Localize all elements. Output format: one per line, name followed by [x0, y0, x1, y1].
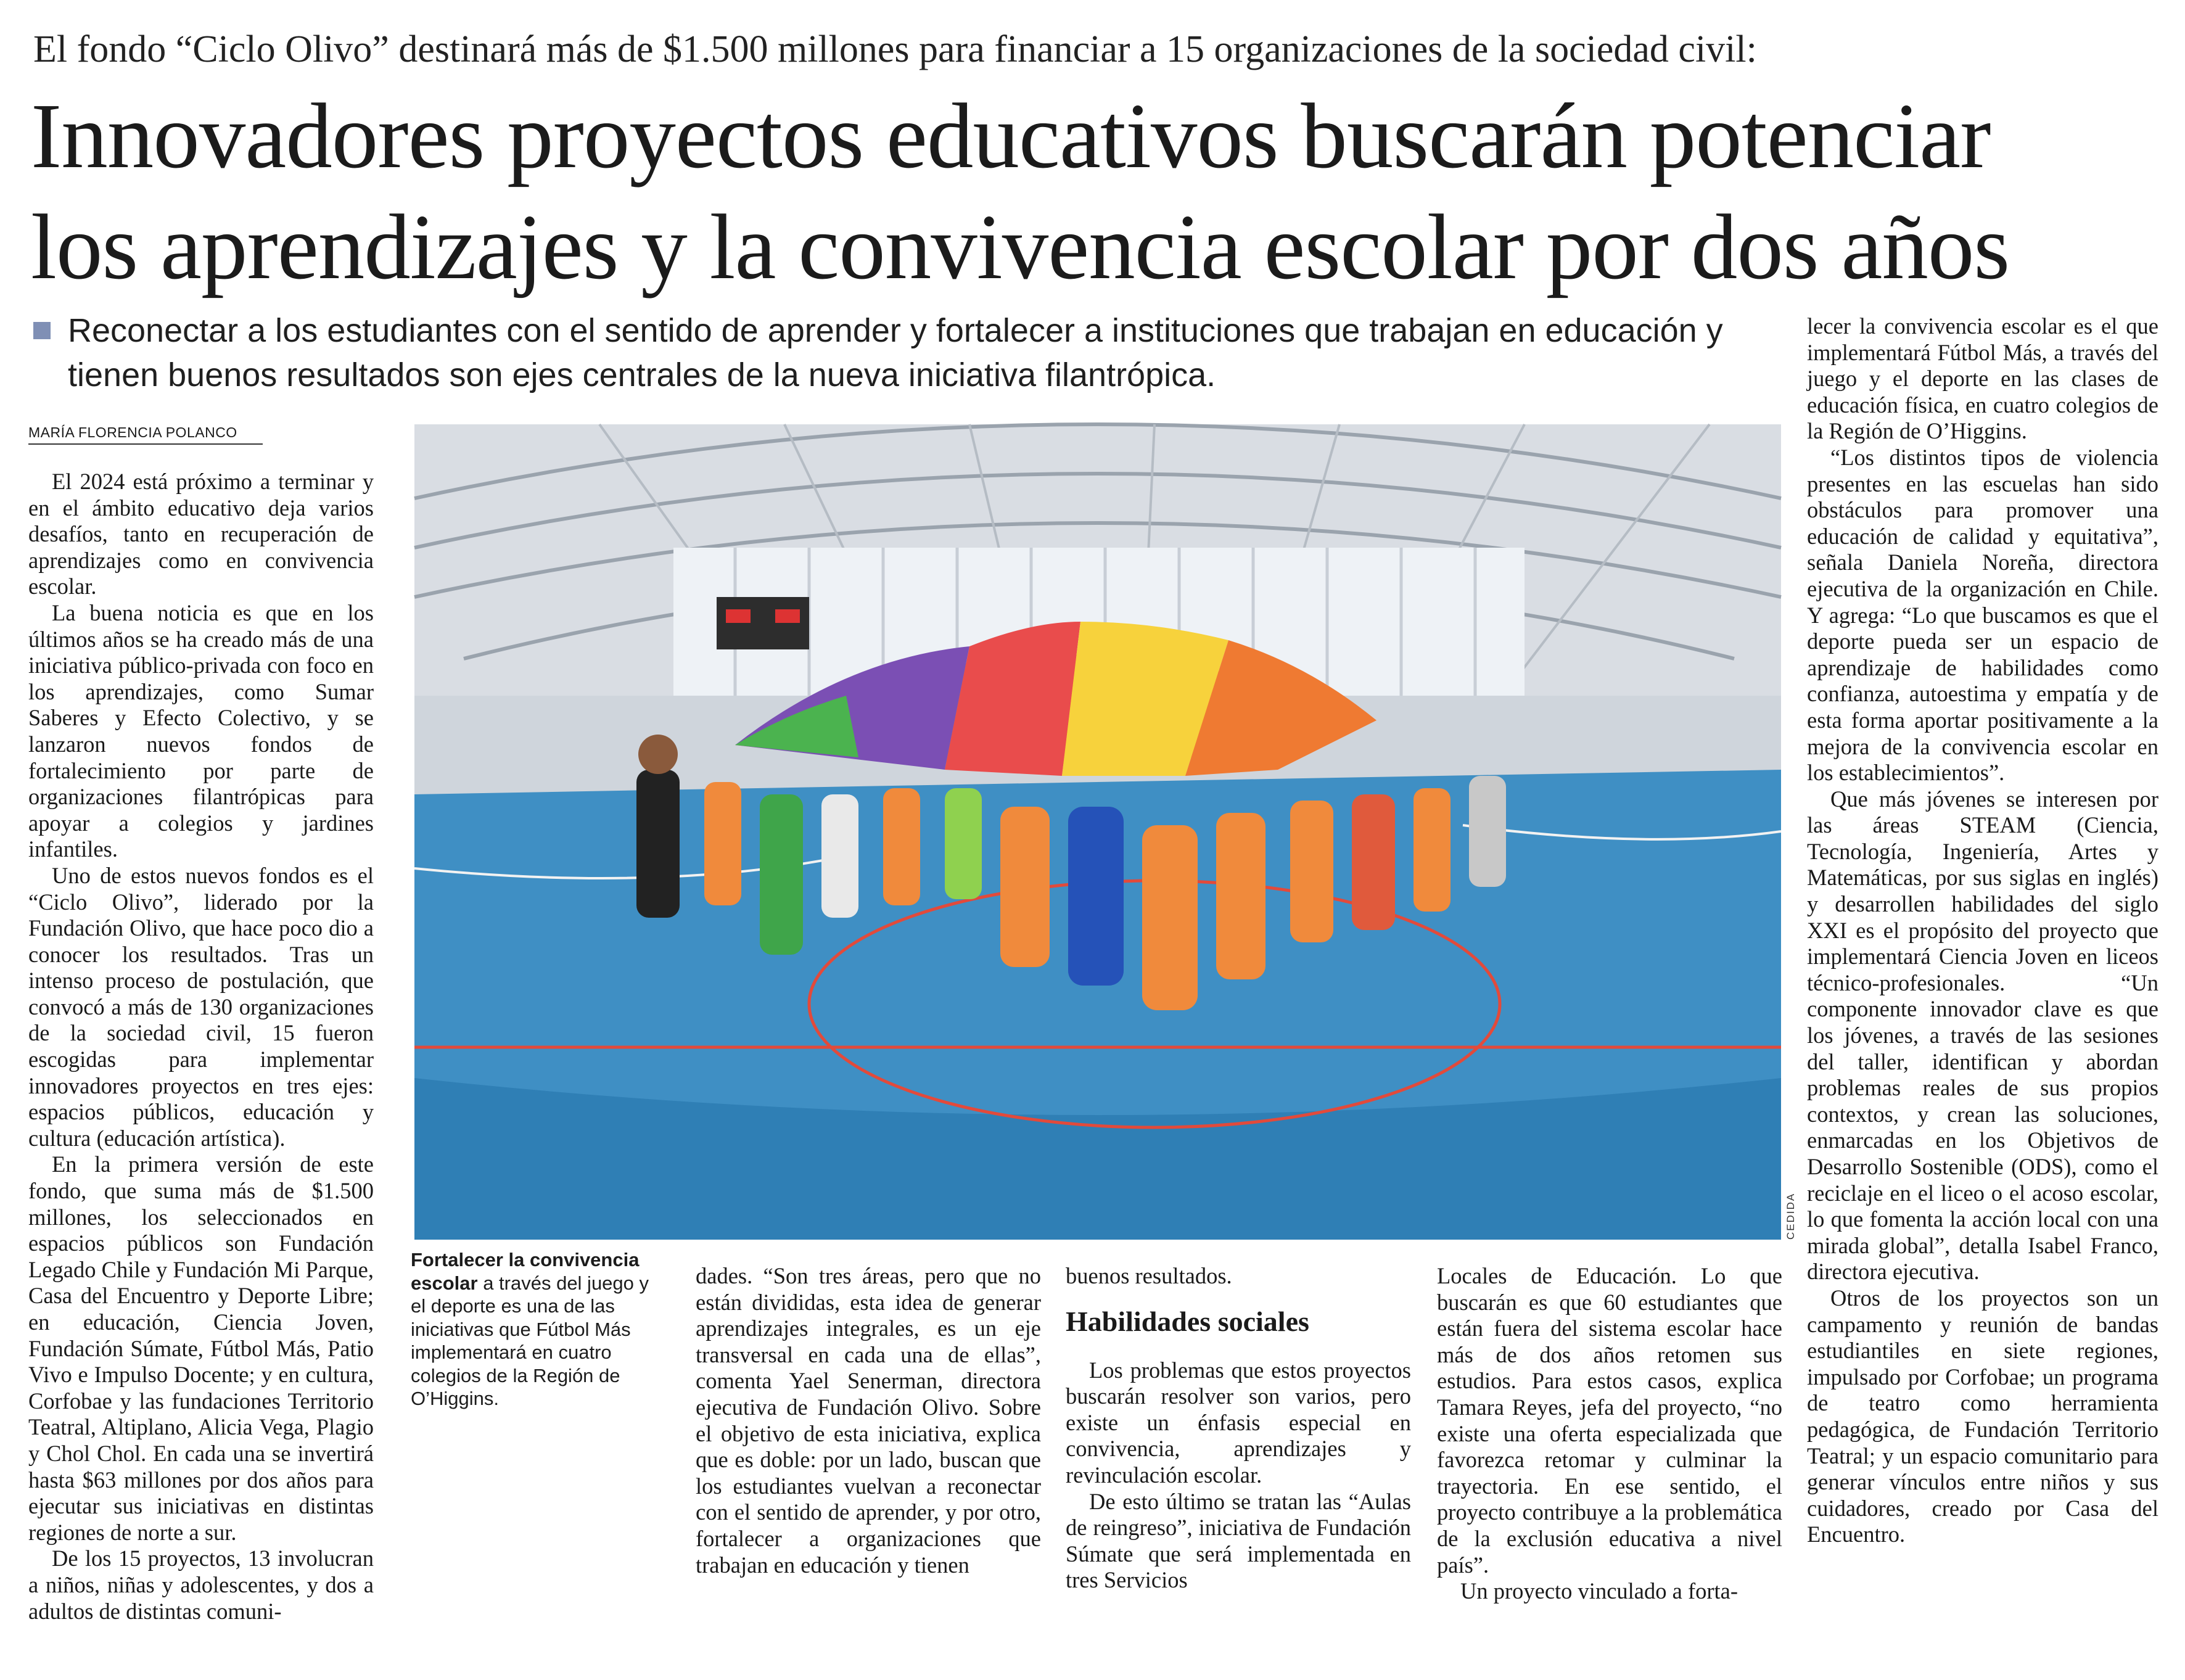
subhead: Habilidades sociales [1066, 1305, 1309, 1337]
paragraph: Uno de estos nuevos fondos es el “Ciclo Olivo”, liderado por la Fundación Olivo, que hace poco dio a conocer los resultados. Tras un intenso proceso de postulación, que convocó a más de 130 organizaciones de la sociedad civil, 15 fueron escogidas para implementar innovadores proyectos en tres ejes: espacios públicos, educación y cultura (educación artística). [28, 862, 374, 1151]
summary-text: Reconectar a los estudiantes con el sentido de aprender y fortalecer a instituciones que trabajan en educación y tienen buenos resultados son ejes centrales de la nueva iniciativa filantrópica. [68, 312, 1723, 393]
paragraph: Locales de Educación. Lo que buscarán es que 60 estudiantes que están fuera del sistema escolar hace más de dos años retomen sus estudios. Para estos casos, explica Tamara Reyes, jefa del proyecto, “no existe una oferta especializada que favorezca retomar y culminar la trayectoria. En ese sentido, el proyecto contribuye a la problemática de la exclusión educativa a nivel país”. [1437, 1263, 1782, 1578]
headline-line-1: Innovadores proyectos educativos buscarán potenciar [31, 84, 1991, 187]
paragraph: El 2024 está próximo a terminar y en el ámbito educativo deja varios desafíos, tanto en recuperación de aprendizajes como en convivencia escolar. [28, 469, 374, 599]
paragraph: “Los distintos tipos de violencia presentes en las escuelas han sido obstáculos para promover una educación de calidad y equitativa”, señala Daniela Noreña, directora ejecutiva de la organización en Chile. Y agrega: “Lo que buscamos es que el deporte pueda ser un espacio de aprendizaje de habilidades como confianza, autoestima y empatía y de esta forma aportar positivamente a la mejora de la convivencia escolar en los establecimientos”. [1807, 444, 2158, 786]
summary-deck [33, 308, 1772, 397]
paragraph: Otros de los proyectos son un campamento y reunión de bandas estudiantiles en siete regiones, impulsado por Corfobae; un programa de teatro como herramienta pedagógica, de Fundación Territorio Teatral; y un espacio comunitario para generar vínculos entre niños y sus cuidadores, creado por Casa del Encuentro. [1807, 1285, 2158, 1547]
paragraph: Los problemas que estos proyectos buscarán resolver son varios, pero existe un énfasis especial en convivencia, aprendizajes y revinculación escolar. [1066, 1357, 1411, 1488]
caption-lead: Fortalecer la convivencia escolar [411, 1249, 640, 1294]
headline [31, 80, 2158, 302]
column-6 [1807, 313, 2158, 1615]
paragraph: lecer la convivencia escolar es el que implementará Fútbol Más, a través del juego y el deporte en las clases de educación física, en cuatro colegios de la Región de O’Higgins. [1807, 313, 2158, 444]
caption-text: a través del juego y el deporte es una de las iniciativas que Fútbol Más implementará en cuatro colegios de la Región de O’Higgins. [411, 1272, 649, 1409]
paragraph: dades. “Son tres áreas, pero que no están divididas, esta idea de generar aprendizajes integrales, es un eje transversal en cada una de ellas”, comenta Yael Senerman, directora ejecutiva de Fundación Olivo. Sobre el objetivo de esta iniciativa, explica que es doble: por un lado, buscan que los estudiantes vuelvan a reconectar con el sentido de aprender, y por otro, fortalecer a organizaciones que trabajan en educación y tienen [696, 1263, 1041, 1578]
column-1 [28, 469, 374, 1624]
byline: MARÍA FLORENCIA POLANCO [28, 424, 263, 445]
paragraph: La buena noticia es que en los últimos años se ha creado más de una iniciativa público-privada con foco en los aprendizajes, como Sumar Saberes y Efecto Colectivo, y se lanzaron nuevos fondos de fortalecimiento por parte de organizaciones filantrópicas para apoyar a colegios y jardines infantiles. [28, 599, 374, 862]
photo-caption [411, 1248, 657, 1410]
paragraph: Que más jóvenes se interesen por las áreas STEAM (Ciencia, Tecnología, Ingeniería, Artes y Matemáticas, por sus siglas en inglés) y desarrollen habilidades del siglo XXI es el propósito del proyecto que implementará Ciencia Joven en liceos técnico-profesionales. “Un componente innovador clave es que los jóvenes, a través de las sesiones del taller, identifican y abordan problemas reales de sus propios contextos, y crean las soluciones, enmarcadas en los Objetivos de Desarrollo Sostenible (ODS), como el reciclaje en el liceo o el acoso escolar, lo que fomenta la acción local con una mirada global”, detalla Isabel Franco, directora ejecutiva. [1807, 786, 2158, 1285]
column-3 [696, 1263, 1041, 1608]
paragraph: Un proyecto vinculado a forta- [1460, 1578, 1738, 1604]
paragraph: De los 15 proyectos, 13 involucran a niños, niñas y adolescentes, y dos a adultos de distintas comuni- [28, 1546, 374, 1624]
column-5 [1437, 1263, 1782, 1608]
kicker: El fondo “Ciclo Olivo” destinará más de $1.500 millones para financiar a 15 organizaciones de la sociedad civil: [33, 28, 1757, 70]
photo-credit: CEDIDA [1785, 1192, 1796, 1240]
paragraph: De esto último se tratan las “Aulas de reingreso”, iniciativa de Fundación Súmate que será implementada en tres Servicios [1066, 1488, 1411, 1593]
paragraph: En la primera versión de este fondo, que suma más de $1.500 millones, los seleccionados en espacios públicos son Fundación Legado Chile y Fundación Mi Parque, Casa del Encuentro y Deporte Libre; en educación, Ciencia Joven, Fundación Súmate, Fútbol Más, Patio Vivo e Impulso Docente; y en cultura, Corfobae y las fundaciones Territorio Teatral, Altiplano, Alicia Vega, Plagio y Chol Chol. En cada una se invertirá hasta $63 millones por dos años para ejecutar sus iniciativas en distintas regiones de norte a sur. [28, 1151, 374, 1545]
headline-line-2: los aprendizajes y la convivencia escolar por dos años [31, 195, 2010, 299]
paragraph: buenos resultados. [1066, 1263, 1232, 1288]
column-4 [1066, 1263, 1411, 1608]
square-bullet-icon [33, 322, 51, 339]
article-photo [414, 424, 1781, 1240]
gym-parachute-photo [414, 424, 1781, 1240]
